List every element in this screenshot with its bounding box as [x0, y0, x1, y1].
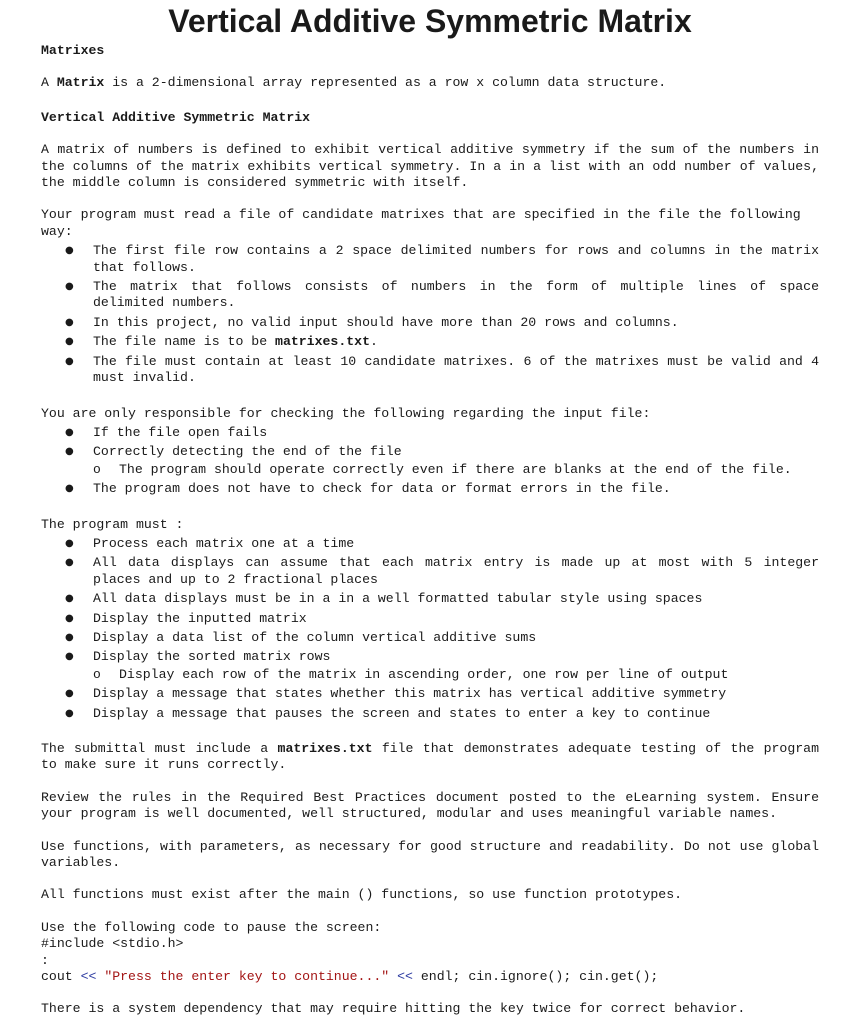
bullet-icon: ●: [65, 537, 74, 549]
list-item: ● Display a message that states whether this matrix has vertical additive symmetry: [65, 686, 727, 702]
heading-matrixes: Matrixes: [41, 43, 105, 58]
list-item: ● The program does not have to check for data or format errors in the file.: [65, 481, 671, 497]
code-colon: :: [41, 952, 49, 968]
bullet-icon: ●: [65, 426, 74, 438]
system-note: There is a system dependency that may require hitting the key twice for correct behavior.: [41, 1001, 746, 1017]
must-intro: The program must :: [41, 516, 184, 532]
check-list: [41, 425, 819, 498]
code-cout-line: cout << "Press the enter key to continue..." << endl; cin.ignore(); cin.get();: [41, 969, 659, 985]
list-item: ● The file name is to be matrixes.txt.: [65, 334, 378, 350]
bullet-icon: ●: [65, 688, 74, 700]
list-item: ● All data displays must be in a in a well formatted tabular style using spaces: [65, 591, 703, 607]
must-sublist: [93, 667, 819, 683]
bullet-icon: ●: [65, 612, 74, 624]
sub-bullet-icon: o: [93, 666, 101, 682]
bullet-icon: ●: [65, 651, 74, 663]
document-page: [41, 0, 819, 1018]
bullet-icon: ●: [65, 593, 74, 605]
list-item: ● The file must contain at least 10 candidate matrixes. 6 of the matrixes must be valid and 4 must invalid.: [65, 353, 819, 386]
list-item: ● All data displays can assume that each matrix entry is made up at most with 5 integer places and up to 2 fractional places: [65, 555, 819, 587]
must-list: [41, 536, 819, 722]
bullet-icon: ●: [65, 631, 74, 643]
heading-vertical-additive: Vertical Additive Symmetric Matrix: [41, 109, 311, 125]
list-item: ● Display the inputted matrix: [65, 610, 307, 626]
prototypes-paragraph: All functions must exist after the main () functions, so use function prototypes.: [41, 887, 683, 903]
page-title: Vertical Additive Symmetric Matrix: [168, 3, 692, 39]
list-item: ● Display a data list of the column vertical additive sums: [65, 629, 537, 645]
bullet-icon: ●: [65, 483, 74, 495]
bullet-icon: ●: [65, 355, 74, 367]
submittal-paragraph: The submittal must include a matrixes.txt file that demonstrates adequate testing of the program to make sure it runs correctly.: [41, 741, 819, 773]
bullet-icon: ●: [65, 557, 74, 569]
list-item: ● The first file row contains a 2 space delimited numbers for rows and columns in the matrix that follows.: [65, 243, 819, 275]
matrix-definition: A Matrix is a 2-dimensional array represented as a row x column data structure.: [41, 75, 667, 91]
list-item: ● The matrix that follows consists of numbers in the form of multiple lines of space delimited numbers.: [65, 279, 819, 311]
code-include: #include <stdio.h>: [41, 936, 184, 952]
list-item: ● Process each matrix one at a time: [65, 535, 355, 551]
check-intro: You are only responsible for checking the following regarding the input file:: [41, 405, 651, 421]
functions-paragraph: Use functions, with parameters, as necessary for good structure and readability. Do not use global variables.: [41, 838, 819, 871]
read-list: [41, 243, 819, 386]
list-item: ● Correctly detecting the end of the file o The program should operate correctly even if there are blanks at the end of the file.: [41, 444, 819, 478]
bullet-icon: ●: [65, 245, 74, 257]
bullet-icon: ●: [65, 446, 74, 458]
list-item: ● In this project, no valid input should have more than 20 rows and columns.: [65, 314, 679, 330]
list-item: ● Display the sorted matrix rows o Display each row of the matrix in ascending order, one row per line of output: [41, 649, 819, 683]
pause-intro: Use the following code to pause the screen:: [41, 919, 382, 935]
list-item: ● If the file open fails: [65, 424, 268, 440]
sub-list-item: o The program should operate correctly even if there are blanks at the end of the file.: [93, 461, 792, 477]
review-paragraph: Review the rules in the Required Best Practices document posted to the eLearning system. Ensure your program is well documented, well structured, modular and uses meaningful variable names.: [41, 789, 819, 822]
read-intro: Your program must read a file of candidate matrixes that are specified in the file the following way:: [41, 207, 801, 239]
bullet-icon: ●: [65, 707, 74, 719]
list-item: ● Display a message that pauses the screen and states to enter a key to continue: [65, 705, 711, 721]
bullet-icon: ●: [65, 316, 74, 328]
sub-bullet-icon: o: [93, 461, 101, 477]
sub-list-item: o Display each row of the matrix in ascending order, one row per line of output: [93, 666, 729, 682]
bullet-icon: ●: [65, 281, 74, 293]
bullet-icon: ●: [65, 336, 74, 348]
symmetric-definition: A matrix of numbers is defined to exhibit vertical additive symmetry if the sum of the numbers in the columns of the matrix exhibits vertical symmetry. In a in a list with an odd number of values, the middle column is considered symmetric with itself.: [41, 142, 819, 191]
check-sublist: [93, 462, 819, 478]
